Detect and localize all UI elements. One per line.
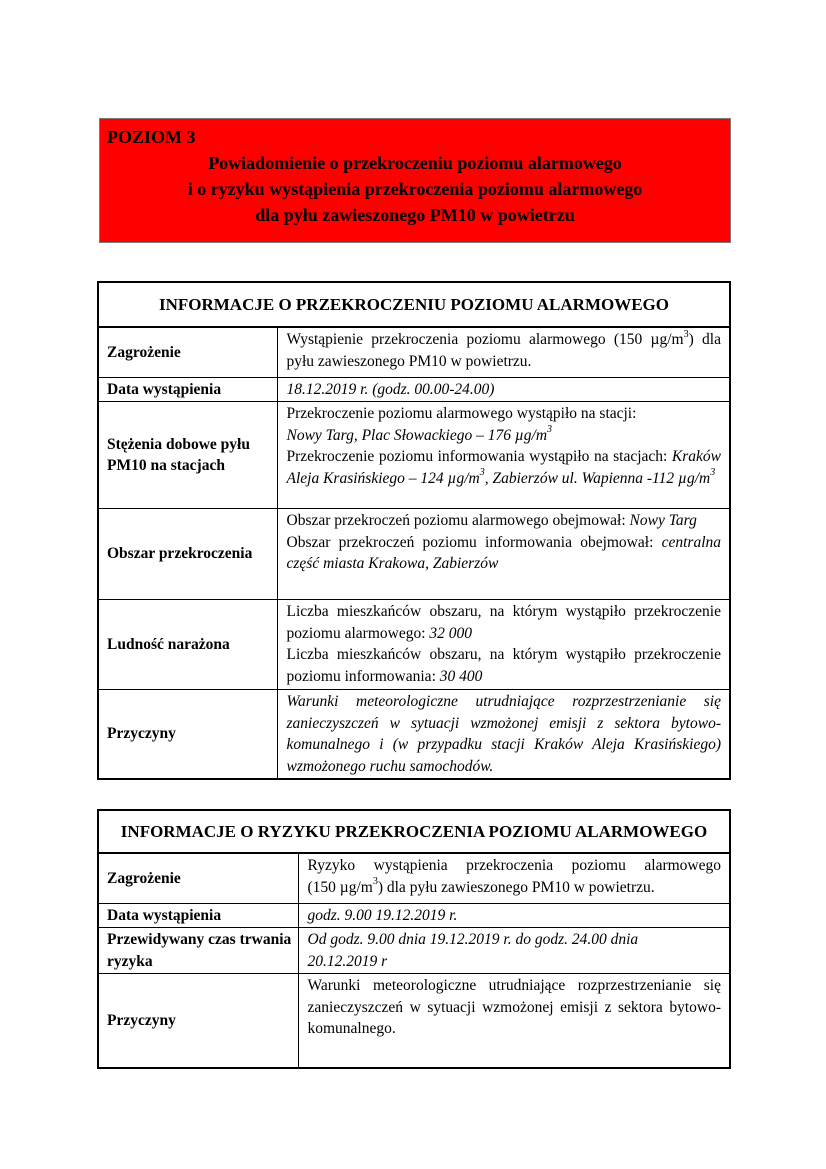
risk-causes-text: Warunki meteorologiczne utrudniające rozprzestrzenianie się zanieczyszczeń w sytuacji wzmożonej emisji z sektora bytowo-komunalnego.: [307, 977, 721, 1037]
alarm-area-value: Nowy Targ: [629, 512, 697, 529]
alarm-exceedance-table: [97, 281, 731, 780]
population-info-count: 30 400: [439, 667, 483, 685]
row-label-zagrozenie: Zagrożenie: [98, 853, 298, 903]
risk-duration-line-1: Od godz. 9.00 dnia 19.12.2019 r. do godz. 24.00 dnia: [307, 931, 639, 948]
threat-text-cont: ) dla pyłu zawieszonego PM10 w powietrzu.: [286, 331, 721, 370]
table-title: INFORMACJE O RYZYKU PRZEKROCZENIA POZIOMU ALARMOWEGO: [98, 810, 730, 853]
info-station-value-1: Kraków Aleja Krasińskiego – 124 µg/m: [286, 448, 721, 487]
sup-3: 3: [372, 876, 378, 888]
table-row: [98, 402, 730, 509]
row-value-czas-trwania: [298, 928, 730, 974]
table-row: [98, 600, 730, 690]
row-value-obszar: [277, 509, 730, 600]
sup-3: 3: [479, 467, 485, 479]
banner-title-line-2: i o ryzyku wystąpienia przekroczenia poziomu alarmowego: [187, 179, 643, 199]
row-value-zagrozenie: [277, 327, 730, 377]
occurrence-date: 18.12.2019 r. (godz. 00.00-24.00): [286, 380, 495, 398]
table-row: [98, 327, 730, 377]
table-row: [98, 928, 730, 974]
sup-3: 3: [710, 467, 716, 479]
table-title-row: [98, 810, 730, 853]
table-row: [98, 974, 730, 1068]
row-label-czas-trwania: Przewidywany czas trwania ryzyka: [98, 928, 298, 974]
sup-3: 3: [683, 328, 689, 340]
causes-text: Warunki meteorologiczne utrudniające rozprzestrzenianie się zanieczyszczeń w sytuacji wzmożonej emisji z sektora bytowo-komunalnego i (w przypadku stacji Kraków Aleja Krasińskiego) wzmożonego ruchu samochodów.: [286, 693, 721, 775]
banner-title-line-3: dla pyłu zawieszonego PM10 w powietrzu: [255, 205, 575, 225]
table-row: [98, 509, 730, 600]
risk-occurrence-date: godz. 9.00 19.12.2019 r.: [307, 906, 458, 924]
row-value-data-wystapienia: [277, 377, 730, 402]
table-row: [98, 853, 730, 903]
population-alarm-intro: Liczba mieszkańców obszaru, na którym wystąpiło przekroczenie poziomu alarmowego:: [286, 603, 721, 642]
alert-level-banner: [99, 118, 731, 243]
risk-duration-line-2: 20.12.2019 r: [307, 952, 388, 970]
risk-threat-text: Ryzyko wystąpienia przekroczenia poziomu alarmowego (150 µg/m: [307, 857, 721, 896]
row-label-data-wystapienia: Data wystąpienia: [98, 903, 298, 928]
sup-3: 3: [547, 424, 553, 436]
row-value-ludnosc: [277, 600, 730, 690]
row-label-obszar: Obszar przekroczenia: [98, 509, 277, 600]
row-value-zagrozenie: [298, 853, 730, 903]
info-area-intro: Obszar przekroczeń poziomu informowania obejmował:: [286, 533, 662, 551]
row-value-stezenia: [277, 402, 730, 509]
row-label-data-wystapienia: Data wystąpienia: [98, 377, 277, 402]
alarm-area-intro: Obszar przekroczeń poziomu alarmowego obejmował:: [286, 512, 630, 529]
table-row: [98, 690, 730, 780]
row-value-przyczyny: [277, 690, 730, 780]
info-station-value-2: , Zabierzów ul. Wapienna -112 µg/m: [484, 469, 711, 487]
row-value-przyczyny: [298, 974, 730, 1068]
alarm-station-intro: Przekroczenie poziomu alarmowego wystąpiło na stacji:: [286, 405, 637, 422]
table-row: [98, 903, 730, 928]
population-alarm-count: 32 000: [429, 624, 473, 642]
banner-title-line-1: Powiadomienie o przekroczeniu poziomu alarmowego: [208, 153, 622, 173]
population-info-intro: Liczba mieszkańców obszaru, na którym wystąpiło przekroczenie poziomu informowania:: [286, 646, 721, 685]
alarm-station-value: Nowy Targ, Plac Słowackiego – 176 µg/m: [286, 426, 548, 444]
info-stations-intro: Przekroczenie poziomu informowania wystąpiło na stacjach:: [286, 448, 672, 465]
row-label-przyczyny: Przyczyny: [98, 974, 298, 1068]
row-label-stezenia: Stężenia dobowe pyłu PM10 na stacjach: [98, 402, 277, 509]
risk-threat-text-cont: ) dla pyłu zawieszonego PM10 w powietrzu.: [377, 878, 655, 896]
row-label-zagrozenie: Zagrożenie: [98, 327, 277, 377]
info-area-value: centralna część miasta Krakowa, Zabierzów: [286, 533, 721, 572]
threat-text: Wystąpienie przekroczenia poziomu alarmowego (150 µg/m: [286, 331, 684, 348]
risk-exceedance-table: [97, 809, 731, 1069]
row-label-przyczyny: Przyczyny: [98, 690, 277, 780]
alert-level-label: POZIOM 3: [107, 127, 196, 147]
row-value-data-wystapienia: [298, 903, 730, 928]
table-title: INFORMACJE O PRZEKROCZENIU POZIOMU ALARMOWEGO: [98, 282, 730, 327]
row-label-ludnosc: Ludność narażona: [98, 600, 277, 690]
table-row: [98, 377, 730, 402]
table-title-row: [98, 282, 730, 327]
